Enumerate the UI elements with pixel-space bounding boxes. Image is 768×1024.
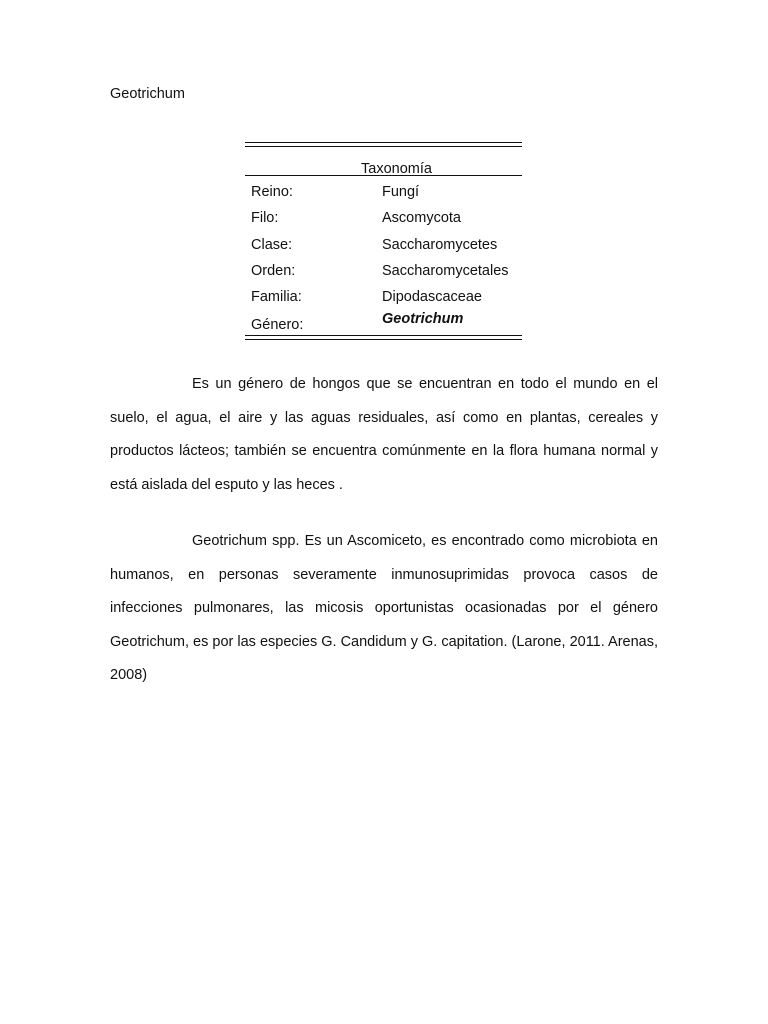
taxonomy-row-reino: [245, 176, 522, 202]
rank-label: Clase:: [251, 236, 293, 253]
rank-label: Filo:: [251, 210, 279, 227]
table-bottom-rule: [245, 335, 522, 340]
rank-value: Dipodascaceae: [382, 289, 482, 306]
body-paragraph: Geotrichum spp. Es un Ascomiceto, es encontrado como microbiota en humanos, en personas severamente inmunosuprimidas provoca casos de infecciones pulmonares, las micosis oportunistas ocasionadas por el género Geotrichum, es por las especies G. Candidum y G. capitation. (Larone, 2011. Arenas, 2008): [110, 533, 658, 683]
rank-label: Reino:: [251, 184, 293, 200]
rank-value: Fungí: [382, 184, 420, 200]
rank-value: Ascomycota: [382, 210, 461, 227]
rank-label: Familia:: [251, 289, 302, 306]
rank-label: Género:: [251, 317, 304, 334]
document-heading: Geotrichum: [110, 86, 185, 102]
rank-value: Geotrichum: [382, 311, 464, 328]
rank-value: Saccharomycetes: [382, 236, 498, 253]
taxonomy-row-filo: [245, 202, 522, 228]
taxonomy-row-orden: [245, 255, 522, 281]
taxonomy-title: Taxonomía: [245, 147, 522, 176]
rank-value: Saccharomycetales: [382, 262, 509, 279]
taxonomy-row-clase: [245, 229, 522, 255]
taxonomy-row-familia: [245, 281, 522, 307]
body-paragraph: Es un género de hongos que se encuentran en todo el mundo en el suelo, el agua, el aire y las aguas residuales, así como en plantas, cereales y productos lácteos; también se encuentra comúnmente en la flora humana normal y está aislada del esputo y las heces .: [110, 376, 658, 493]
rank-label: Orden:: [251, 262, 296, 279]
taxonomy-row-genero: [245, 307, 522, 333]
taxonomy-table: [245, 142, 522, 340]
